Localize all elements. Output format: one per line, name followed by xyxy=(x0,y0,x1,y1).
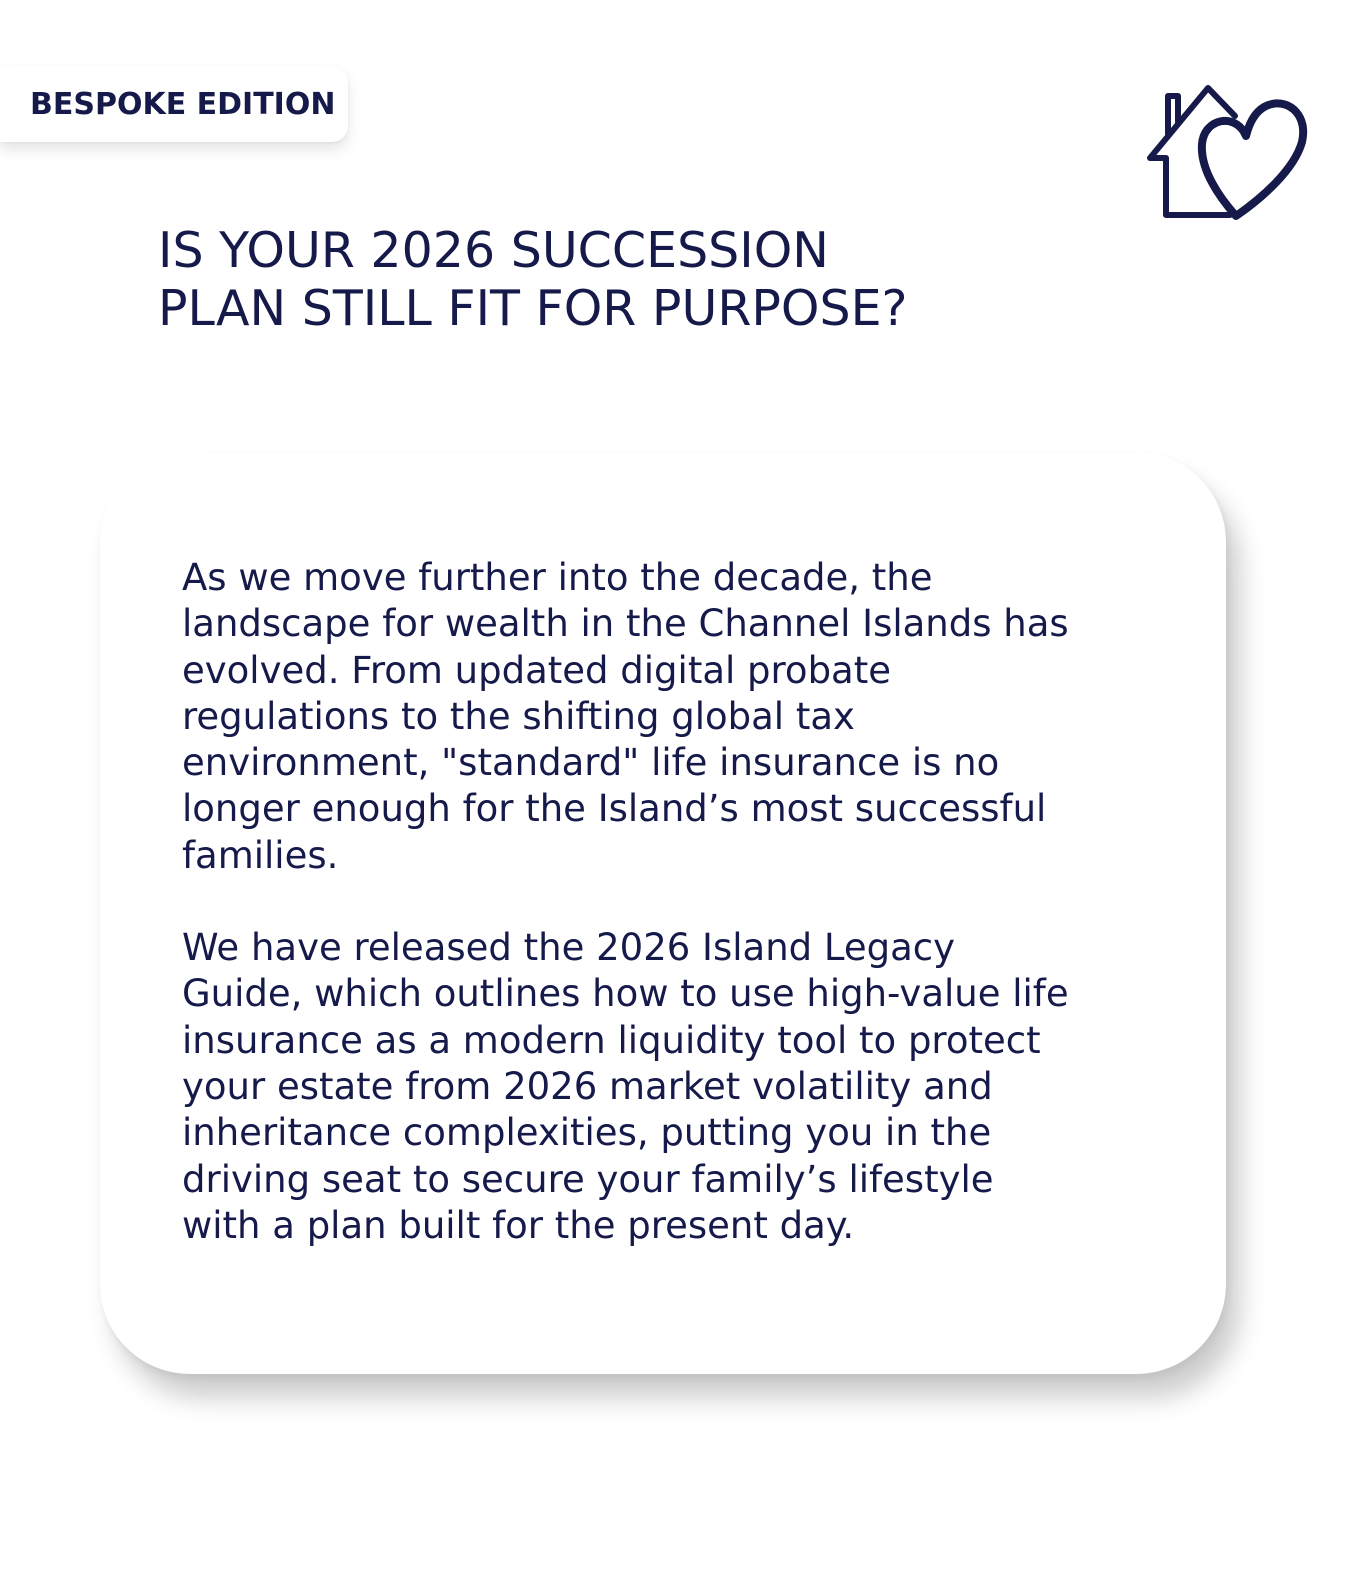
paragraph-line: longer enough for the Island’s most successful xyxy=(182,787,1047,831)
paragraph-line: inheritance complexities, putting you in the xyxy=(182,1111,992,1155)
paragraph-line: with a plan built for the present day. xyxy=(182,1203,855,1247)
intro-paragraph xyxy=(182,555,1186,879)
paragraph-line: driving seat to secure your family’s lifestyle xyxy=(182,1157,994,1201)
paragraph-line: We have released the 2026 Island Legacy xyxy=(182,926,956,970)
edition-badge-label: BESPOKE EDITION xyxy=(30,86,336,122)
paragraph-line: insurance as a modern liquidity tool to protect xyxy=(182,1018,1041,1062)
paragraph-line: As we move further into the decade, the xyxy=(182,556,933,599)
paragraph-line: landscape for wealth in the Channel Islands has xyxy=(182,602,1069,646)
page-title xyxy=(158,222,1158,338)
page-title-line: IS YOUR 2026 SUCCESSION xyxy=(158,222,829,279)
paragraph-line: Guide, which outlines how to use high-value life xyxy=(182,972,1069,1016)
paragraph-line: environment, "standard" life insurance is no xyxy=(182,741,1000,785)
page-title-line: PLAN STILL FIT FOR PURPOSE? xyxy=(158,280,908,337)
house-heart-icon xyxy=(1144,82,1310,222)
paragraph-line: regulations to the shifting global tax xyxy=(182,694,855,738)
paragraph-line: your estate from 2026 market volatility and xyxy=(182,1064,993,1108)
content-card xyxy=(100,452,1226,1374)
paragraph-line: families. xyxy=(182,833,339,877)
guide-paragraph xyxy=(182,925,1186,1249)
paragraph-line: evolved. From updated digital probate xyxy=(182,648,891,692)
edition-badge xyxy=(0,66,348,142)
